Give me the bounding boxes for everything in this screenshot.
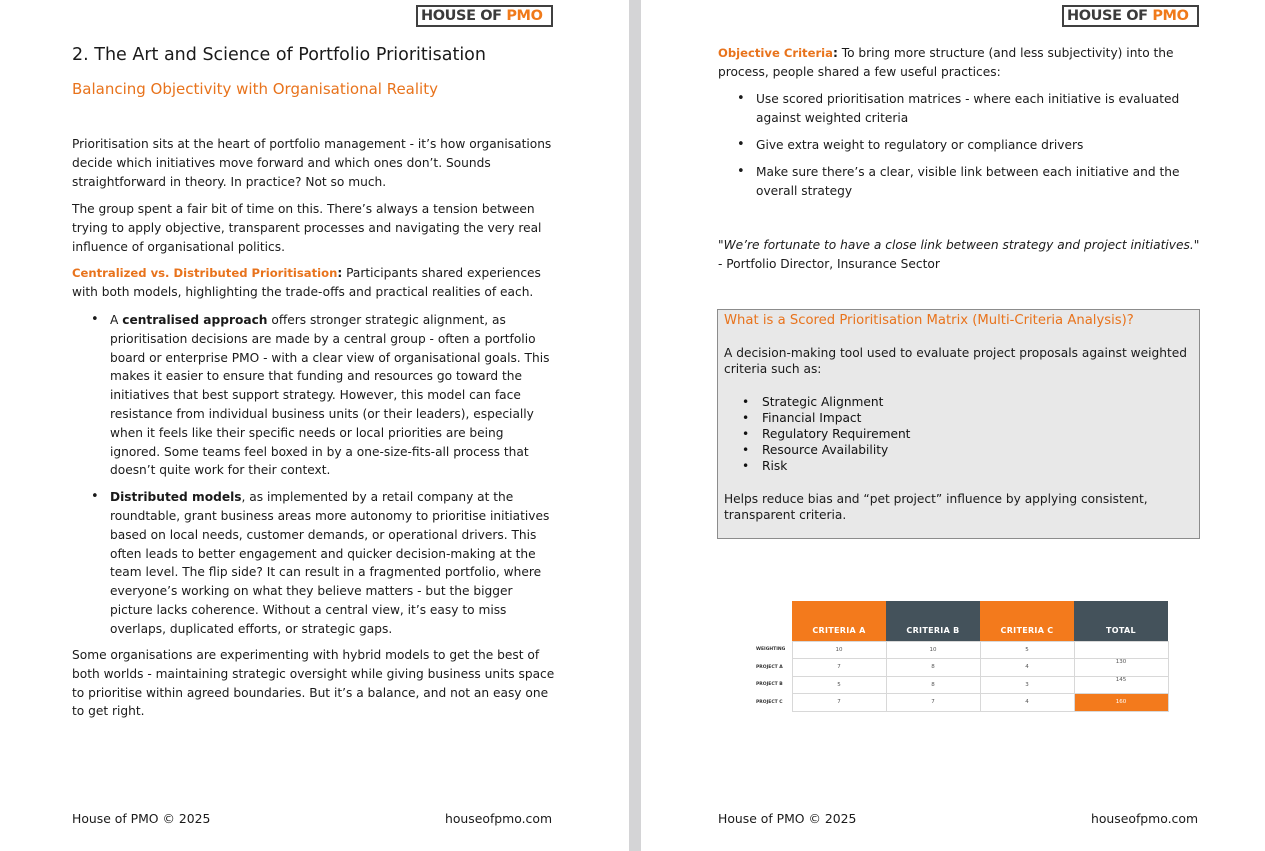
list-item: • Financial Impact xyxy=(742,410,1193,426)
footer-copyright: House of PMO © 2025 xyxy=(718,811,857,826)
callout-title: What is a Scored Prioritisation Matrix (Multi-Criteria Analysis)? xyxy=(724,313,1134,328)
table-cell: 8 xyxy=(886,676,980,694)
quote-attribution: - Portfolio Director, Insurance Sector xyxy=(718,256,940,271)
table-row xyxy=(751,641,1168,659)
table-cell: 7 xyxy=(792,659,886,677)
list-item: • Regulatory Requirement xyxy=(742,426,1193,442)
list-item: • Use scored prioritisation matrices - where each initiative is evaluated against weighted criteria xyxy=(718,90,1206,128)
table-header-row xyxy=(751,601,1168,641)
column-header: CRITERIA B xyxy=(886,601,980,641)
column-header: CRITERIA A xyxy=(792,601,886,641)
row-label: PROJECT A xyxy=(756,664,783,670)
table-cell: 7 xyxy=(792,694,886,712)
intro-paragraph-1: Prioritisation sits at the heart of portfolio management - it’s how organisations decide which initiatives move forward and which ones don’t. Sounds straightforward in theory. In practice? Not so much. xyxy=(72,137,552,189)
row-label: WEIGHTING xyxy=(756,647,786,653)
table-cell: 8 xyxy=(886,659,980,677)
table-cell: 130 xyxy=(1074,659,1168,677)
table-cell xyxy=(1074,641,1168,659)
footer-website-link[interactable]: houseofpmo.com xyxy=(445,811,553,826)
house-of-pmo-logo: HOUSE OF PMO xyxy=(1062,5,1199,27)
intro-paragraph-2: The group spent a fair bit of time on this. There’s always a tension between trying to apply objective, transparent processes and navigating the very real influence of organisational politics. xyxy=(72,202,542,254)
table-cell: 3 xyxy=(980,676,1074,694)
house-of-pmo-logo: HOUSE OF PMO xyxy=(416,5,553,27)
table-row xyxy=(751,676,1168,694)
table-cell: 145 xyxy=(1074,676,1168,694)
prioritisation-models-list xyxy=(72,311,556,647)
table-cell: 4 xyxy=(980,694,1074,712)
table-cell: 5 xyxy=(792,676,886,694)
table-cell: 7 xyxy=(886,694,980,712)
section-subheading: Balancing Objectivity with Organisational Reality xyxy=(72,80,438,98)
centralized-vs-distributed-paragraph: Centralized vs. Distributed Prioritisation: Participants shared experiences with both models, highlighting the trade-offs and practical realities of each. xyxy=(72,266,541,299)
centralized-vs-distributed-label: Centralized vs. Distributed Prioritisation xyxy=(72,266,338,280)
row-label: PROJECT C xyxy=(756,699,783,705)
table-cell: 5 xyxy=(980,641,1074,659)
right-page xyxy=(641,0,1265,851)
left-page xyxy=(0,0,629,851)
table-row xyxy=(751,659,1168,677)
footer-copyright: House of PMO © 2025 xyxy=(72,811,211,826)
callout-description: A decision-making tool used to evaluate project proposals against weighted criteria such as: xyxy=(724,346,1187,376)
column-header: CRITERIA C xyxy=(980,601,1074,641)
list-item: • Resource Availability xyxy=(742,442,1193,458)
closing-paragraph: Some organisations are experimenting with hybrid models to get the best of both worlds - maintaining strategic oversight while giving business units space to prioritise within agreed boundaries. But it’s a balance, and not an easy one to get right. xyxy=(72,648,555,719)
callout-footer: Helps reduce bias and “pet project” influence by applying consistent, transparent criteria. xyxy=(724,492,1148,522)
objective-criteria-label: Objective Criteria xyxy=(718,46,833,60)
objective-practices-list xyxy=(718,90,1206,209)
director-quote: "We’re fortunate to have a close link between strategy and project initiatives." - Portfolio Director, Insurance Sector xyxy=(718,236,1208,274)
footer-website-link[interactable]: houseofpmo.com xyxy=(1091,811,1199,826)
section-heading: 2. The Art and Science of Portfolio Prioritisation xyxy=(72,45,486,65)
row-label: PROJECT B xyxy=(756,682,783,688)
list-item: • Make sure there’s a clear, visible link between each initiative and the overall strategy xyxy=(718,163,1206,201)
prioritisation-matrix-table xyxy=(751,601,1169,712)
highlighted-total-cell: 160 xyxy=(1074,694,1168,712)
table-cell: 4 xyxy=(980,659,1074,677)
list-item: • Give extra weight to regulatory or compliance drivers xyxy=(718,136,1206,155)
column-header: TOTAL xyxy=(1074,601,1168,641)
table-row xyxy=(751,694,1168,712)
scored-matrix-callout-box xyxy=(717,309,1200,539)
list-item: • Risk xyxy=(742,458,1193,474)
quote-text: We’re fortunate to have a close link between strategy and project initiatives. xyxy=(723,238,1194,252)
objective-criteria-paragraph: Objective Criteria: To bring more structure (and less subjectivity) into the process, people shared a few useful practices: xyxy=(718,46,1174,79)
list-item: • Distributed models, as implemented by a retail company at the roundtable, grant business areas more autonomy to prioritise initiatives based on local needs, customer demands, or operational drivers. This often leads to better engagement and quicker decision-making at the team level. The flip side? It can result in a fragmented portfolio, where everyone’s working on what they believe matters - but the bigger picture lacks coherence. Without a central view, it’s easy to miss overlaps, duplicated efforts, or strategic gaps. xyxy=(72,488,556,638)
table-cell: 10 xyxy=(792,641,886,659)
list-item: • Strategic Alignment xyxy=(742,394,1193,410)
table-cell: 10 xyxy=(886,641,980,659)
criteria-list xyxy=(742,394,1193,474)
list-item: • A centralised approach offers stronger strategic alignment, as prioritisation decisions are made by a central group - often a portfolio board or enterprise PMO - with a clear view of organisational goals. This makes it easier to ensure that funding and resources go toward the initiatives that best support strategy. However, this model can face resistance from individual business units (or their leaders), especially when it feels like their specific needs or local priorities are being ignored. Some teams feel boxed in by a one-size-fits-all process that doesn’t quite work for their context. xyxy=(72,311,556,480)
